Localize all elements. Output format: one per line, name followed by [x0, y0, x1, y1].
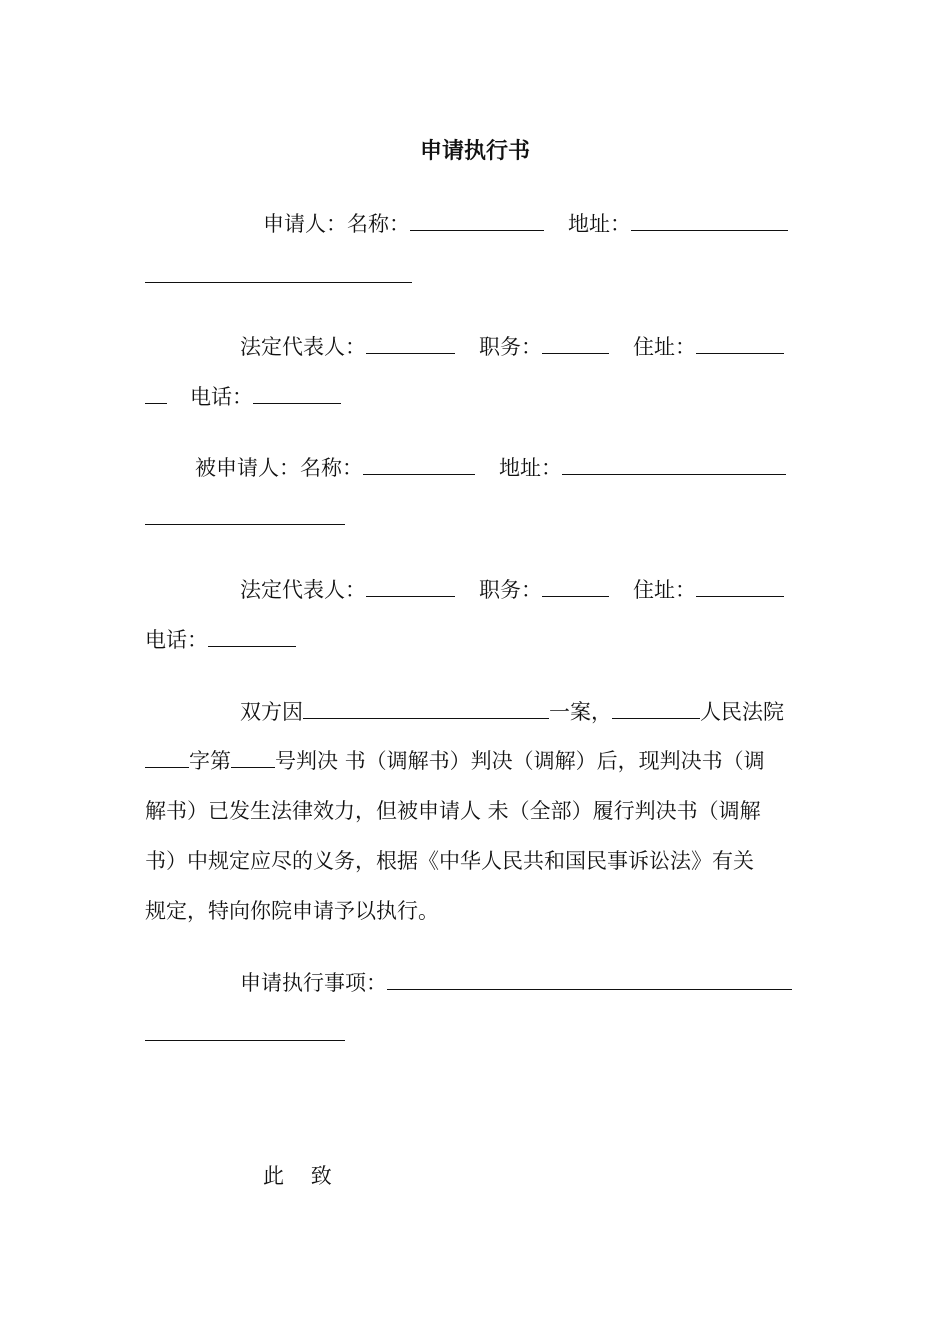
- case-blank[interactable]: [303, 698, 549, 719]
- body-line-5: [145, 897, 439, 925]
- applicant-position-label: 职务：: [479, 335, 542, 359]
- respondent-label: 被申请人：: [195, 456, 300, 480]
- body-line-3: [145, 797, 761, 825]
- case-number-blank[interactable]: [231, 747, 275, 768]
- applicant-address-continued: [145, 262, 412, 290]
- body-text: 双方因: [240, 700, 303, 724]
- closing: 此 致: [263, 1164, 332, 1188]
- applicant-label: 申请人：: [263, 212, 347, 236]
- matters-label: 申请执行事项：: [240, 971, 387, 995]
- respondent-phone-blank[interactable]: [208, 626, 296, 647]
- respondent-position-blank[interactable]: [542, 576, 609, 597]
- body-line-1: [240, 698, 784, 726]
- respondent-rep-line: [240, 576, 784, 604]
- body-text: 规定，特向你院申请予以执行。: [145, 899, 439, 923]
- body-text: 号判决 书（调解书）判决（调解）后，现判决书（调: [275, 749, 765, 773]
- applicant-address-blank[interactable]: [631, 210, 788, 231]
- document-title: 申请执行书: [419, 138, 530, 164]
- applicant-rep-blank[interactable]: [366, 333, 455, 354]
- applicant-address-label: 地址：: [568, 212, 631, 236]
- respondent-phone-line: [145, 626, 296, 654]
- matters-line: [240, 969, 792, 997]
- respondent-address-blank[interactable]: [562, 454, 786, 475]
- respondent-rep-label: 法定代表人：: [240, 578, 366, 602]
- respondent-address-blank-2[interactable]: [145, 504, 345, 525]
- matters-blank[interactable]: [387, 969, 792, 990]
- body-line-4: [145, 847, 754, 875]
- case-year-blank[interactable]: [145, 747, 189, 768]
- applicant-address-blank-2[interactable]: [145, 262, 412, 283]
- body-text: 人民法院: [700, 700, 784, 724]
- applicant-residence-blank-2[interactable]: [145, 383, 167, 404]
- respondent-rep-blank[interactable]: [366, 576, 455, 597]
- applicant-rep-label: 法定代表人：: [240, 335, 366, 359]
- respondent-address-continued: [145, 504, 345, 532]
- matters-continued: [145, 1020, 345, 1048]
- respondent-line: [195, 454, 786, 482]
- applicant-position-blank[interactable]: [542, 333, 609, 354]
- applicant-name-label: 名称：: [347, 212, 410, 236]
- applicant-residence-label: 住址：: [633, 335, 696, 359]
- matters-blank-2[interactable]: [145, 1020, 345, 1041]
- respondent-name-label: 名称：: [300, 456, 363, 480]
- body-text: 一案，: [549, 700, 612, 724]
- applicant-phone-blank[interactable]: [253, 383, 341, 404]
- court-blank[interactable]: [612, 698, 700, 719]
- respondent-position-label: 职务：: [479, 578, 542, 602]
- body-line-2: [145, 747, 765, 775]
- respondent-address-label: 地址：: [499, 456, 562, 480]
- body-text: 书）中规定应尽的义务，根据《中华人民共和国民事诉讼法》有关: [145, 849, 754, 873]
- applicant-residence-blank[interactable]: [696, 333, 784, 354]
- applicant-line: [263, 210, 788, 238]
- respondent-phone-label: 电话：: [145, 628, 208, 652]
- applicant-phone-label: 电话：: [190, 385, 253, 409]
- applicant-name-blank[interactable]: [410, 210, 544, 231]
- respondent-residence-label: 住址：: [633, 578, 696, 602]
- respondent-residence-blank[interactable]: [696, 576, 784, 597]
- applicant-phone-line: [145, 383, 341, 411]
- respondent-name-blank[interactable]: [363, 454, 475, 475]
- applicant-rep-line: [240, 333, 784, 361]
- body-text: 解书）已发生法律效力，但被申请人 未（全部）履行判决书（调解: [145, 799, 761, 823]
- body-text: 字第: [189, 749, 231, 773]
